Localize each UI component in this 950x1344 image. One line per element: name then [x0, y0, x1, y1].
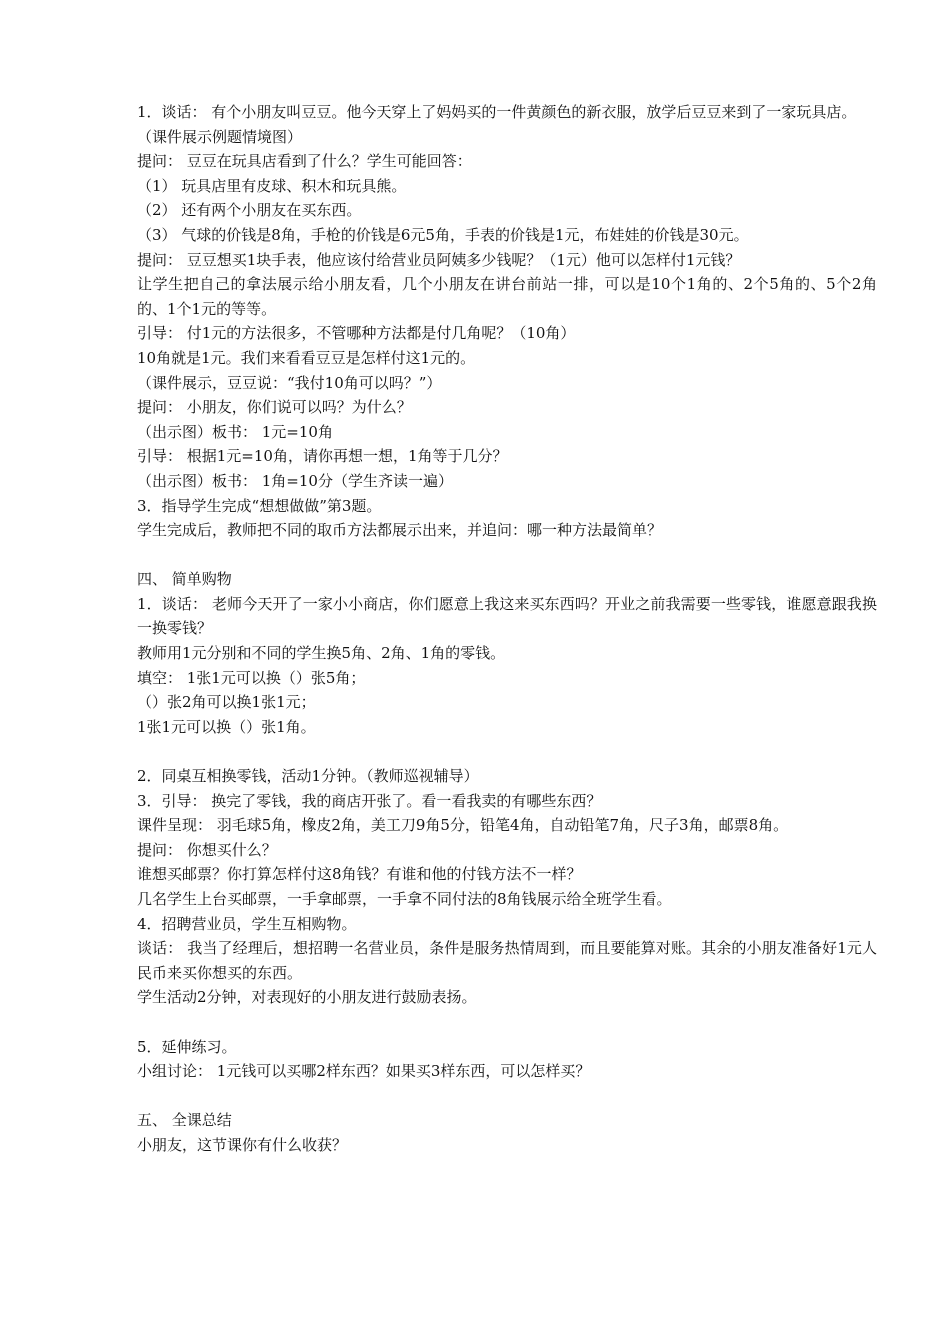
text-line: （）张2角可以换1张1元；	[137, 693, 316, 712]
text-line: 5．延伸练习。	[137, 1037, 237, 1056]
blank-line	[137, 543, 877, 568]
text-line: （1） 玩具店里有皮球、积木和玩具熊。	[137, 176, 407, 195]
text-line: 4．招聘营业员，学生互相购物。	[137, 914, 357, 933]
text-line: 谁想买邮票？你打算怎样付这8角钱？有谁和他的付钱方法不一样？	[137, 865, 582, 884]
text-line: 提问： 小朋友，你们说可以吗？为什么？	[137, 398, 412, 417]
text-line: 小朋友，这节课你有什么收获？	[137, 1135, 348, 1154]
paragraph-manager-talk: 谈话： 我当了经理后，想招聘一名营业员，条件是服务热情周到，而且要能算对账。其余的小朋友准备好1元人民币来买你想买的东西。	[137, 939, 877, 982]
text-line: 1张1元可以换（）张1角。	[137, 717, 316, 736]
text-line: （3） 气球的价钱是8角，手枪的价钱是6元5角，手表的价钱是1元，布娃娃的价钱是30元。	[137, 225, 749, 244]
blank-line	[137, 739, 877, 764]
paragraph-courseware-items: 课件呈现： 羽毛球5角，橡皮2角，美工刀9角5分，铅笔4角，自动铅笔7角，尺子3角，邮票8角。	[137, 816, 789, 835]
paragraph-student-display: 让学生把自己的拿法展示给小朋友看，几个小朋友在讲台前站一排，可以是10个1角的、2个5角的、5个2角的、1个1元的等等。	[137, 275, 877, 318]
paragraph-talk-intro: 1．谈话： 有个小朋友叫豆豆。他今天穿上了妈妈买的一件黄颜色的新衣服，放学后豆豆来到了一家玩具店。	[137, 103, 857, 121]
blank-line	[137, 1084, 877, 1109]
text-line: 学生活动2分钟，对表现好的小朋友进行鼓励表扬。	[137, 988, 477, 1007]
text-line: 学生完成后，教师把不同的取币方法都展示出来，并追问：哪一种方法最简单？	[137, 521, 663, 540]
text-line: 3．引导： 换完了零钱，我的商店开张了。看一看我卖的有哪些东西？	[137, 791, 602, 810]
text-line: （课件展示例题情境图）	[137, 127, 303, 146]
text-line: 10角就是1元。我们来看看豆豆是怎样付这1元的。	[137, 348, 476, 367]
text-line: 几名学生上台买邮票，一手拿邮票，一手拿不同付法的8角钱展示给全班学生看。	[137, 890, 672, 908]
blank-line	[137, 1010, 877, 1035]
text-line: 引导： 根据1元=10角，请你再想一想，1角等于几分？	[137, 447, 508, 466]
text-line: 教师用1元分别和不同的学生换5角、2角、1角的零钱。	[137, 644, 506, 663]
section-heading: 四、 简单购物	[137, 570, 232, 589]
text-line: 提问： 你想买什么？	[137, 840, 277, 859]
text-line: 引导： 付1元的方法很多，不管哪种方法都是付几角呢？（10角）	[137, 324, 576, 343]
text-line: （课件展示，豆豆说：“我付10角可以吗？”）	[137, 373, 442, 392]
text-line: 2．同桌互相换零钱，活动1分钟。（教师巡视辅导）	[137, 767, 479, 786]
text-line: 提问： 豆豆在玩具店看到了什么？学生可能回答：	[137, 152, 472, 171]
text-line: （2） 还有两个小朋友在买东西。	[137, 201, 362, 220]
text-line: 提问： 豆豆想买1块手表，他应该付给营业员阿姨多少钱呢？（1元）他可以怎样付1元钱？	[137, 250, 741, 269]
paragraph-shop-talk: 1．谈话： 老师今天开了一家小小商店，你们愿意上我这来买东西吗？开业之前我需要一些零钱，谁愿意跟我换一换零钱？	[137, 594, 877, 638]
text-line: （出示图）板书： 1元=10角	[137, 422, 333, 441]
section-heading: 五、 全课总结	[137, 1111, 232, 1130]
text-line: 填空： 1张1元可以换（）张5角；	[137, 668, 366, 687]
text-line: 3．指导学生完成“想想做做”第3题。	[137, 496, 382, 515]
text-line: 小组讨论： 1元钱可以买哪2样东西？如果买3样东西，可以怎样买？	[137, 1062, 591, 1081]
text-line: （出示图）板书： 1角=10分（学生齐读一遍）	[137, 471, 453, 490]
document-body	[137, 100, 877, 1158]
